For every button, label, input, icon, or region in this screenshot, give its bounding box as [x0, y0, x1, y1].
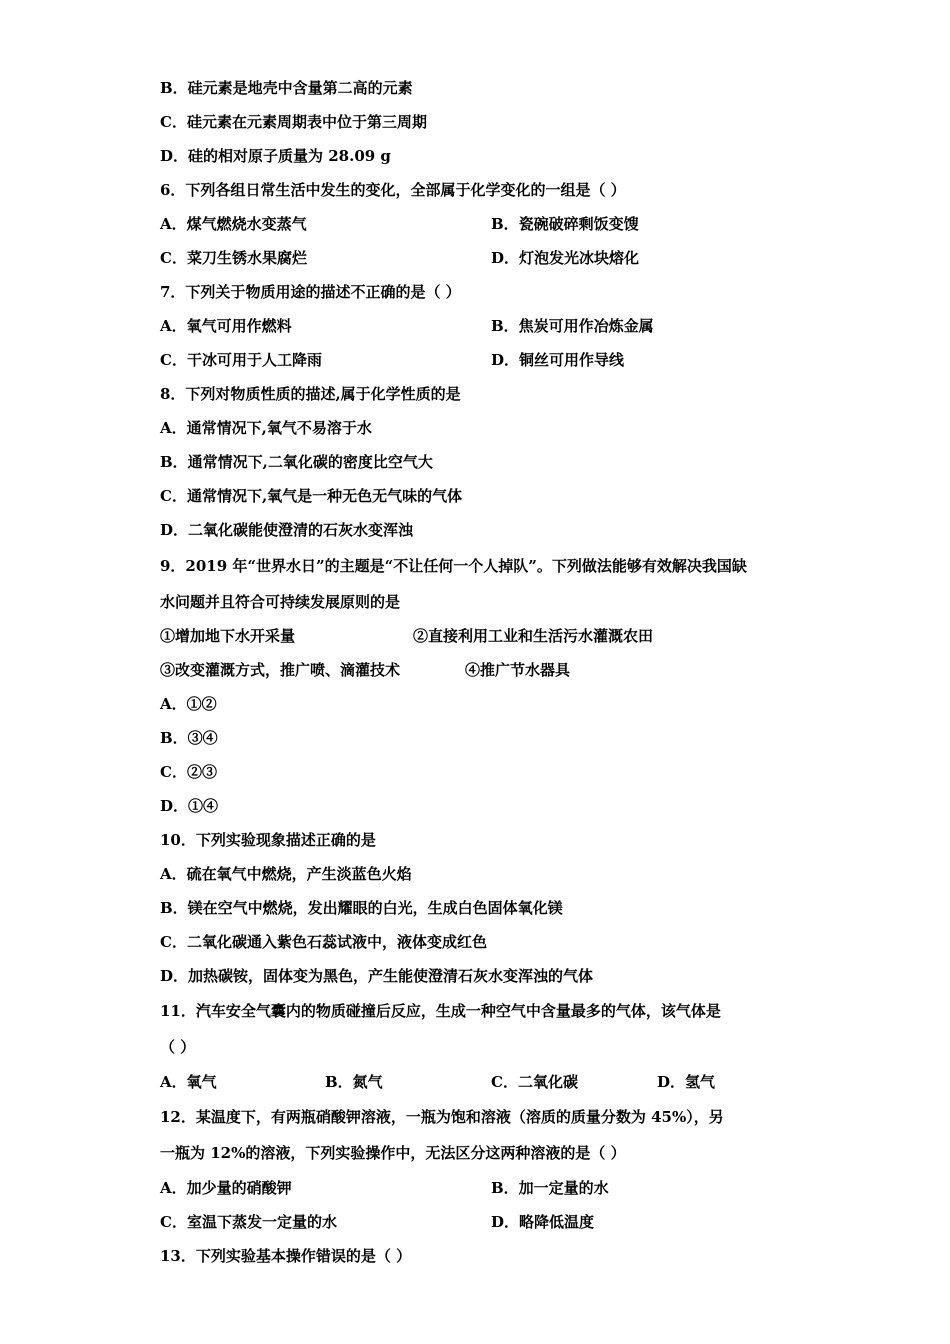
- q8-stem: 8．下列对物质性质的描述,属于化学性质的是: [160, 385, 461, 403]
- q8-option-c: C．通常情况下,氧气是一种无色无气味的气体: [160, 487, 463, 505]
- q9-option-c: C．②③: [160, 763, 217, 781]
- q8-option-d: D．二氧化碳能使澄清的石灰水变浑浊: [160, 521, 414, 539]
- q9-statement-2: ②直接利用工业和生活污水灌溉农田: [413, 627, 654, 645]
- q7-option-d: D．铜丝可用作导线: [491, 351, 625, 369]
- q9-option-b: B．③④: [160, 729, 218, 747]
- q7-option-b: B．焦炭可用作冶炼金属: [491, 317, 654, 335]
- q12-option-c: C．室温下蒸发一定量的水: [160, 1213, 337, 1231]
- q10-option-d: D．加热碳铵，固体变为黑色，产生能使澄清石灰水变浑浊的气体: [160, 967, 594, 985]
- q10-option-c: C．二氧化碳通入紫色石蕊试液中，液体变成红色: [160, 933, 487, 951]
- q11-option-a: A．氧气: [160, 1073, 217, 1091]
- q10-option-b: B．镁在空气中燃烧，发出耀眼的白光，生成白色固体氧化镁: [160, 899, 563, 917]
- q6-option-c: C．菜刀生锈水果腐烂: [160, 249, 307, 267]
- q6-option-a: A．煤气燃烧水变蒸气: [160, 215, 307, 233]
- q10-option-a: A．硫在氧气中燃烧，产生淡蓝色火焰: [160, 865, 412, 883]
- q8-option-b: B．通常情况下,二氧化碳的密度比空气大: [160, 453, 433, 471]
- q9-option-d: D．①④: [160, 797, 219, 815]
- q5-option-d: D．硅的相对原子质量为 28.09 g: [160, 147, 391, 165]
- q11-stem-line1: 11．汽车安全气囊内的物质碰撞后反应，生成一种空气中含量最多的气体，该气体是: [160, 1002, 721, 1020]
- q7-stem: 7．下列关于物质用途的描述不正确的是（ ）: [160, 283, 461, 301]
- q13-stem: 13．下列实验基本操作错误的是（ ）: [160, 1247, 412, 1265]
- q6-option-b: B．瓷碗破碎剩饭变馊: [491, 215, 639, 233]
- q6-option-d: D．灯泡发光冰块熔化: [491, 249, 640, 267]
- q7-option-c: C．干冰可用于人工降雨: [160, 351, 322, 369]
- q12-option-b: B．加一定量的水: [491, 1179, 609, 1197]
- q9-statement-4: ④推广节水器具: [465, 661, 571, 679]
- q6-stem: 6．下列各组日常生活中发生的变化，全部属于化学变化的一组是（ ）: [160, 181, 626, 199]
- q5-option-c: C．硅元素在元素周期表中位于第三周期: [160, 113, 427, 131]
- q11-option-c: C．二氧化碳: [491, 1073, 578, 1091]
- q12-stem-line2: 一瓶为 12%的溶液，下列实验操作中，无法区分这两种溶液的是（ ）: [160, 1144, 626, 1162]
- q11-option-d: D．氢气: [657, 1073, 716, 1091]
- q9-statement-3: ③改变灌溉方式，推广喷、滴灌技术: [160, 661, 401, 679]
- q9-stem-line2: 水问题并且符合可持续发展原则的是: [160, 593, 401, 611]
- q12-option-a: A．加少量的硝酸钾: [160, 1179, 292, 1197]
- q9-option-a: A．①②: [160, 695, 217, 713]
- q11-option-b: B．氮气: [325, 1073, 383, 1091]
- q12-stem-line1: 12．某温度下，有两瓶硝酸钾溶液，一瓶为饱和溶液（溶质的质量分数为 45%），另: [160, 1108, 724, 1126]
- q7-option-a: A．氧气可用作燃料: [160, 317, 292, 335]
- q8-option-a: A．通常情况下,氧气不易溶于水: [160, 419, 372, 437]
- q10-stem: 10．下列实验现象描述正确的是: [160, 831, 376, 849]
- q9-statement-1: ①增加地下水开采量: [160, 627, 296, 645]
- q12-option-d: D．略降低温度: [491, 1213, 595, 1231]
- q5-option-b: B．硅元素是地壳中含量第二高的元素: [160, 79, 413, 97]
- q9-stem-line1: 9．2019 年“世界水日”的主题是“不让任何一个人掉队”。下列做法能够有效解决我国缺: [160, 557, 747, 575]
- q11-stem-line2: （ ）: [160, 1038, 196, 1056]
